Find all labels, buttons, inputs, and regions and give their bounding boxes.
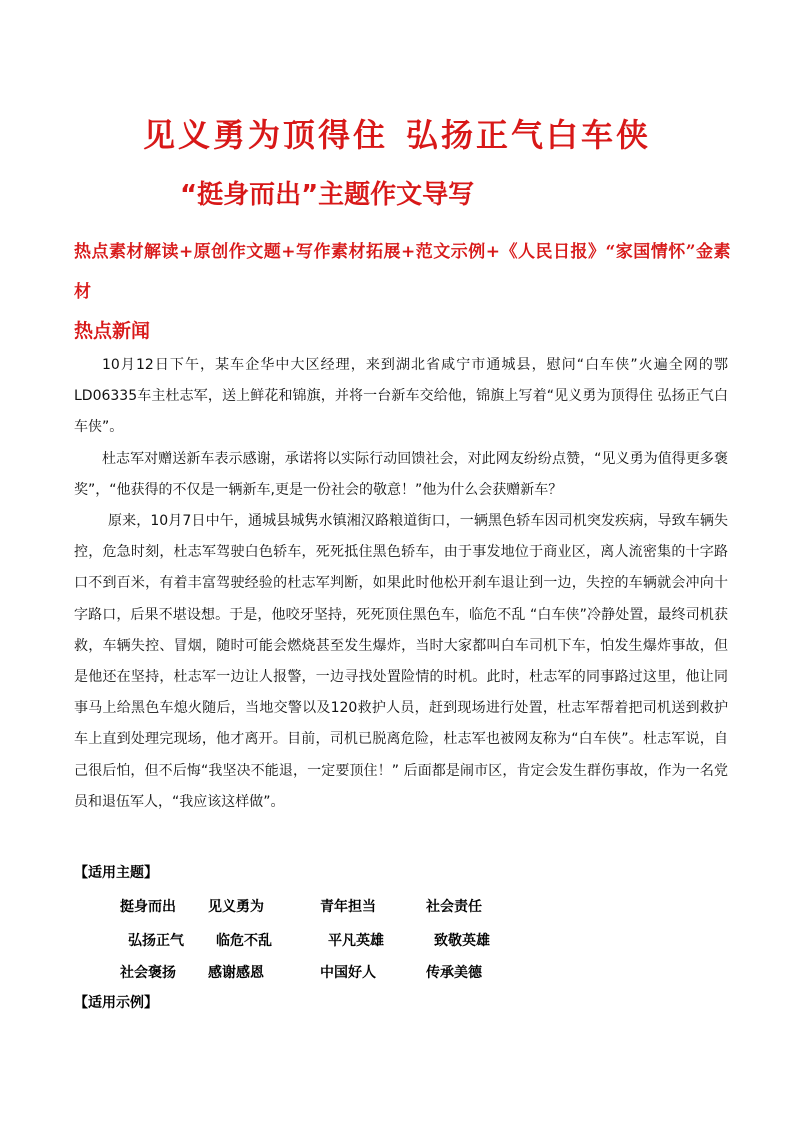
theme-tag: 中国好人 — [320, 965, 376, 981]
theme-tag: 平凡英雄 — [328, 933, 384, 949]
news-body — [74, 350, 728, 818]
theme-tag: 弘扬正气 — [128, 933, 184, 949]
theme-tag: 感谢感恩 — [208, 965, 264, 981]
theme-tag: 社会褒扬 — [120, 965, 176, 981]
news-paragraph-1: 10月12日下午，某车企华中大区经理，来到湖北省咸宁市通城县，慰问“白车侠”火遍全网的鄂LD06335车主杜志军，送上鲜花和锦旗，并将一台新车交给他，锦旗上写着“见义勇为顶得住 弘扬正气白车侠”。 — [74, 357, 728, 436]
theme-tag: 临危不乱 — [216, 933, 272, 949]
examples-heading: 【适用示例】 — [74, 995, 158, 1011]
document-subtitle: “挺身而出”主题作文导写 — [180, 180, 475, 210]
theme-tag: 见义勇为 — [208, 899, 264, 915]
theme-tag: 青年担当 — [320, 899, 376, 915]
main-title-part-2: 弘扬正气白车侠 — [406, 116, 652, 154]
theme-tag: 社会责任 — [426, 899, 482, 915]
theme-tag: 致敬英雄 — [434, 933, 490, 949]
news-paragraph-2: 杜志军对赠送新车表示感谢，承诺将以实际行动回馈社会，对此网友纷纷点赞，“见义勇为值得更多褒奖”，“他获得的不仅是一辆新车,更是一份社会的敬意！”他为什么会获赠新车？ — [74, 450, 728, 498]
document-main-title — [0, 110, 794, 156]
section-heading-hot-news: 热点新闻 — [74, 320, 151, 342]
news-paragraph-3: 原来，10月7日中午，通城县城隽水镇湘汉路粮道街口，一辆黑色轿车因司机突发疾病，导致车辆失控，危急时刻，杜志军驾驶白色轿车，死死抵住黑色轿车，由于事发地位于商业区，离人流密集的十字路口不到百米，有着丰富驾驶经验的杜志军判断，如果此时他松开刹车退让到一边，失控的车辆就会冲向十字路口，后果不堪设想。于是，他咬牙坚持，死死顶住黑色车，临危不乱 “白车侠”冷静处置，最终司机获救，车辆失控、冒烟，随时可能会燃烧甚至发生爆炸，当时大家都叫白车司机下车，怕发生爆炸事故，但是他还在坚持，杜志军一边让人报警，一边寻找处置险情的时机。此时，杜志军的同事路过这里，他让同事马上给黑色车熄火随后，当地交警以及120救护人员，赶到现场进行处置，杜志军帮着把司机送到救护车上直到处理完现场，他才离开。目前，司机已脱离危险，杜志军也被网友称为“白车侠”。杜志军说，自己很后怕，但不后悔“我坚决不能退，一定要顶住！” 后面都是闹市区，肯定会发生群伤事故，作为一名党员和退伍军人，“我应该这样做”。 — [74, 513, 728, 810]
main-title-part-1: 见义勇为顶得住 — [142, 116, 388, 154]
theme-tag: 挺身而出 — [120, 899, 176, 915]
theme-tag: 传承美德 — [426, 965, 482, 981]
promo-line: 热点素材解读+原创作文题+写作素材拓展+范文示例+《人民日报》“家国情怀”金素材 — [74, 242, 732, 302]
themes-heading: 【适用主题】 — [74, 865, 158, 881]
